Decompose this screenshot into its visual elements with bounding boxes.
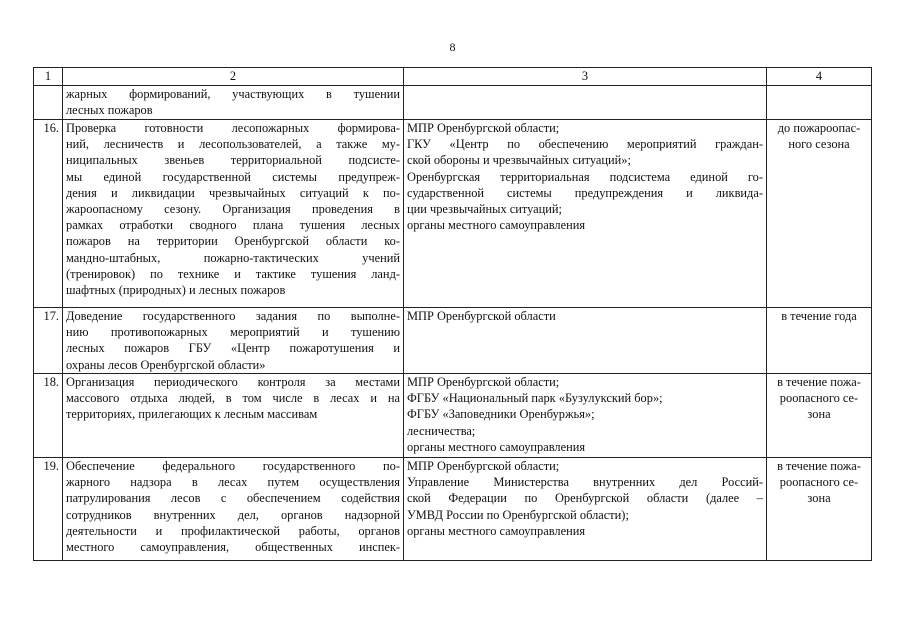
text-line: дения и ликвидации чрезвычайных ситуаций к по- [66, 185, 400, 200]
measure-cell [63, 308, 404, 374]
text-line: Оренбургская территориальная подсистема единой го- [407, 169, 763, 184]
text-line: Организация периодического контроля за местами [66, 375, 400, 389]
text-line: Доведение государственного задания по выполне- [66, 309, 400, 323]
text-line: ниципальных звеньев территориальной подсисте- [66, 153, 400, 168]
text-line: ции чрезвычайных ситуаций; [407, 202, 562, 217]
text-line: Управление Министерства внутренних дел Россий- [407, 475, 763, 490]
term-cell [767, 86, 872, 120]
text-line: местного самоуправления, общественных инспек- [66, 540, 400, 555]
executors-cell [404, 120, 767, 308]
term-cell [767, 120, 872, 308]
text-line: ской обороны и чрезвычайных ситуаций»; [407, 153, 631, 168]
text-line: деятельности и профилактической работы, органов [66, 523, 400, 538]
row-number: 17. [34, 308, 63, 374]
measure-cell [63, 120, 404, 308]
text-line: ного сезона [788, 137, 850, 152]
term-cell [767, 458, 872, 561]
table-row [34, 374, 872, 458]
header-col-term: 4 [767, 68, 872, 86]
text-line: нию противопожарных мероприятий и тушению [66, 325, 400, 340]
text-line: МПР Оренбургской области [407, 309, 556, 323]
table-row [34, 120, 872, 308]
text-line: в течение года [781, 309, 857, 323]
text-line: Проверка готовности лесопожарных формирова- [66, 121, 400, 135]
page-number: 8 [449, 40, 456, 54]
table-row [34, 458, 872, 561]
header-col-measure: 2 [63, 68, 404, 86]
text-line: лесных пожаров ГБУ «Центр пожаротушения и [66, 341, 400, 356]
measure-cell [63, 86, 404, 120]
executors-cell [404, 308, 767, 374]
text-line: мандно-штабных, пожарно-тактических учений [66, 250, 400, 265]
text-line: лесничества; [407, 423, 476, 438]
text-line: МПР Оренбургской области; [407, 121, 560, 135]
row-number [34, 86, 63, 120]
text-line: пожаров на территории Оренбургской области ко- [66, 234, 400, 249]
text-line: зона [807, 407, 831, 422]
text-line: жароопасному сезону. Организация проведения в [66, 202, 400, 217]
text-line: (тренировок) по технике и тактике тушения ланд- [66, 266, 400, 281]
text-line: массового отдыха людей, в том числе в лесах и на [66, 391, 400, 406]
text-line: Обеспечение федерального государственного по- [66, 459, 400, 473]
executors-cell [404, 86, 767, 120]
table-row [34, 86, 872, 120]
text-line: жарного надзора в лесах путем осуществления [66, 475, 400, 490]
row-number: 16. [34, 120, 63, 308]
text-line: мы единой государственной системы предупреж- [66, 169, 400, 184]
text-line: охраны лесов Оренбургской области» [66, 357, 266, 372]
text-line: органы местного самоуправления [407, 218, 586, 233]
text-line: ской Федерации по Оренбургской области (далее – [407, 491, 763, 506]
text-line: в течение пожа- [777, 375, 861, 389]
text-line: патрулирования лесов с обеспечением содействия [66, 491, 400, 506]
text-line: зона [807, 491, 831, 506]
text-line: ФГБУ «Заповедники Оренбуржья»; [407, 407, 595, 422]
executors-cell [404, 374, 767, 458]
text-line: лесных пожаров [66, 103, 153, 118]
text-line: ГКУ «Центр по обеспечению мероприятий граждан- [407, 137, 763, 152]
term-cell [767, 374, 872, 458]
text-line: роопасного се- [779, 475, 859, 490]
text-line: МПР Оренбургской области; [407, 375, 560, 389]
text-line: ФГБУ «Национальный парк «Бузулукский бор»; [407, 391, 663, 406]
text-line: ний, лесничеств и лесопользователей, а также му- [66, 137, 400, 152]
measure-cell [63, 374, 404, 458]
header-col-number: 1 [34, 68, 63, 86]
text-line: сударственной системы предупреждения и ликвида- [407, 185, 763, 200]
text-line: роопасного се- [779, 391, 859, 406]
measures-table [33, 67, 872, 561]
executors-cell [404, 458, 767, 561]
header-col-executors: 3 [404, 68, 767, 86]
measure-cell [63, 458, 404, 561]
text-line: органы местного самоуправления [407, 523, 586, 538]
text-line: в течение пожа- [777, 459, 861, 473]
table-header-row [34, 68, 872, 86]
text-line: органы местного самоуправления [407, 439, 586, 454]
text-line: территориях, прилегающих к лесным массивам [66, 407, 318, 422]
text-line: шафтных (природных) и лесных пожаров [66, 283, 286, 298]
text-line: жарных формирований, участвующих в тушении [66, 87, 400, 101]
row-number: 18. [34, 374, 63, 458]
text-line: сотрудников внутренних дел, органов надзорной [66, 507, 400, 522]
text-line: рамках отработки сводного плана тушения лесных [66, 218, 400, 233]
term-cell [767, 308, 872, 374]
text-line: УМВД России по Оренбургской области); [407, 507, 629, 522]
text-line: МПР Оренбургской области; [407, 459, 560, 473]
row-number: 19. [34, 458, 63, 561]
text-line: до пожароопас- [777, 121, 861, 135]
table-row [34, 308, 872, 374]
